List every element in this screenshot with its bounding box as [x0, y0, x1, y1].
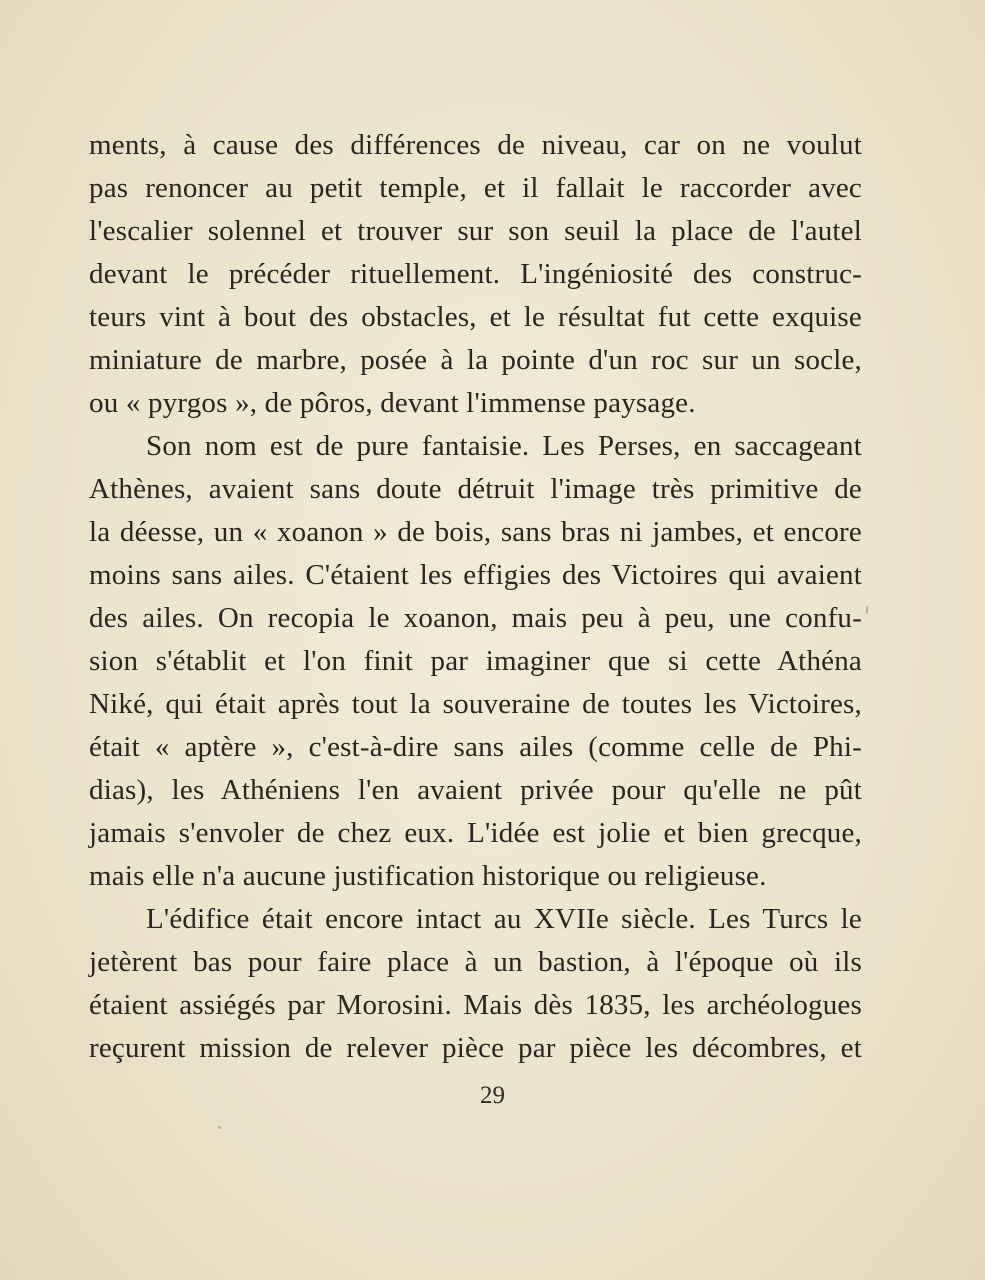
body-text	[89, 124, 862, 1070]
text-line: ments, à cause des différences de niveau, car on ne voulut	[89, 129, 862, 161]
text-line: étaient assiégés par Morosini. Mais dès 1835, les archéologues	[89, 989, 862, 1021]
text-line: reçurent mission de relever pièce par pièce les décombres, et	[89, 1032, 862, 1064]
text-line: jamais s'envoler de chez eux. L'idée est jolie et bien grecque,	[89, 817, 862, 849]
text-line: devant le précéder rituellement. L'ingéniosité des construc-	[89, 258, 862, 290]
text-line: miniature de marbre, posée à la pointe d'un roc sur un socle,	[89, 344, 862, 376]
paragraph-1	[89, 124, 862, 425]
text-line: Niké, qui était après tout la souveraine de toutes les Victoires,	[89, 688, 862, 720]
text-line: dias), les Athéniens l'en avaient privée pour qu'elle ne pût	[89, 774, 862, 806]
text-line: était « aptère », c'est-à-dire sans ailes (comme celle de Phi-	[89, 731, 862, 763]
text-line: L'édifice était encore intact au XVIIe siècle. Les Turcs le	[146, 903, 862, 935]
text-line: moins sans ailes. C'étaient les effigies des Victoires qui avaient	[89, 559, 862, 591]
text-line: la déesse, un « xoanon » de bois, sans bras ni jambes, et encore	[89, 516, 862, 548]
text-line: pas renoncer au petit temple, et il fallait le raccorder avec	[89, 172, 862, 204]
paper-speck	[866, 606, 868, 614]
text-line: Athènes, avaient sans doute détruit l'image très primitive de	[89, 473, 862, 505]
paragraph-2	[89, 425, 862, 898]
paper-speck	[218, 1126, 221, 1129]
text-line: Son nom est de pure fantaisie. Les Perses, en saccageant	[146, 430, 862, 462]
text-line: mais elle n'a aucune justification historique ou religieuse.	[89, 860, 767, 892]
text-line: des ailes. On recopia le xoanon, mais peu à peu, une confu-	[89, 602, 862, 634]
text-line: sion s'établit et l'on finit par imaginer que si cette Athéna	[89, 645, 862, 677]
text-line: ou « pyrgos », de pôros, devant l'immense paysage.	[89, 387, 696, 419]
text-line: jetèrent bas pour faire place à un bastion, à l'époque où ils	[89, 946, 862, 978]
page-number: 29	[480, 1082, 505, 1109]
text-line: l'escalier solennel et trouver sur son seuil la place de l'autel	[89, 215, 862, 247]
text-line: teurs vint à bout des obstacles, et le résultat fut cette exquise	[89, 301, 862, 333]
paragraph-3	[89, 898, 862, 1070]
